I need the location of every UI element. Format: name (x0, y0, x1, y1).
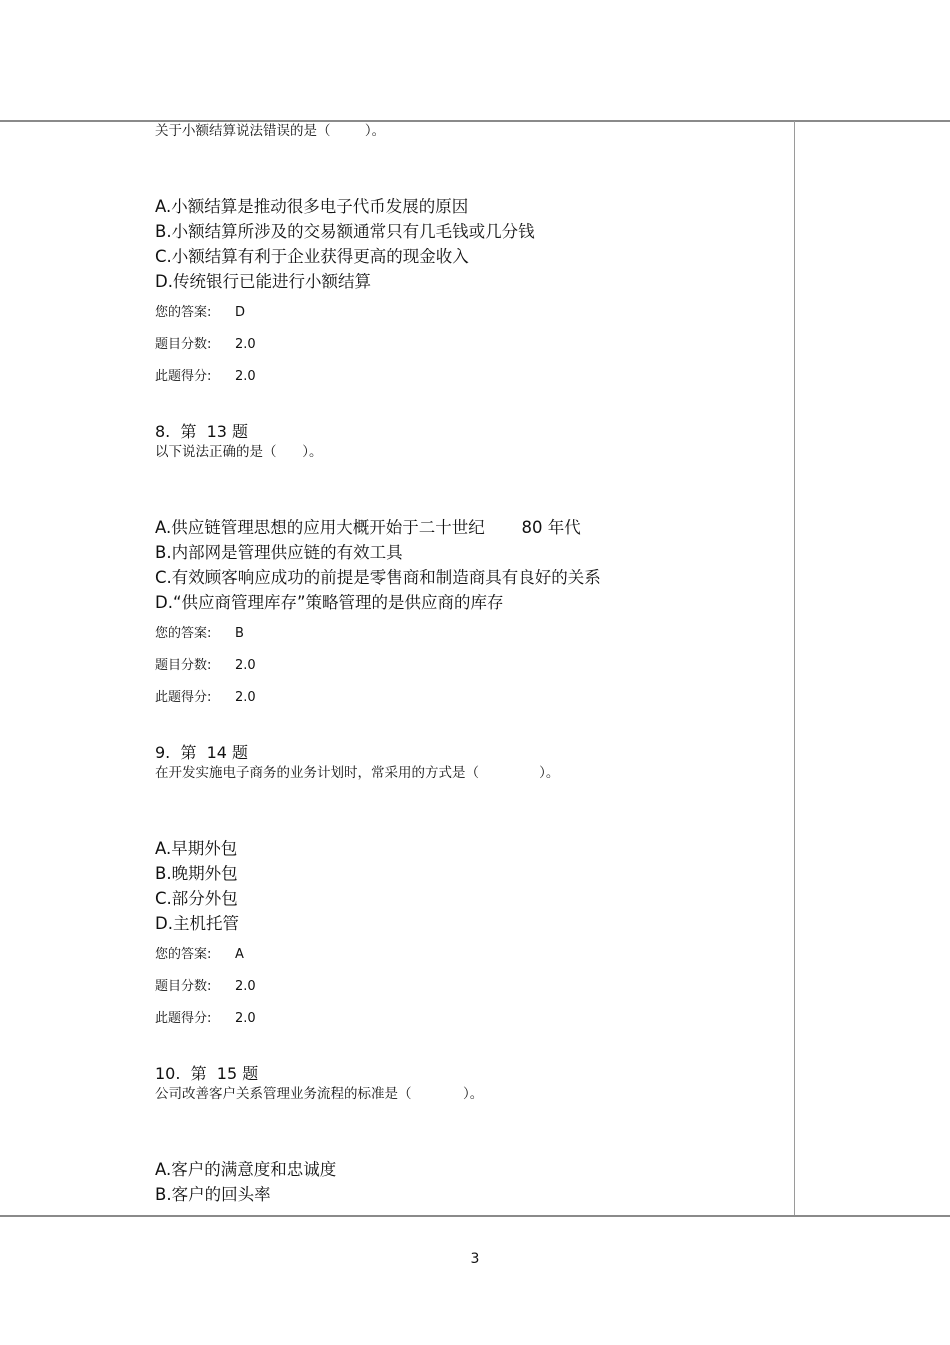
question-score-row (155, 689, 785, 706)
question-score-row (155, 1010, 785, 1027)
question-points-label: 题目分数: (155, 979, 212, 994)
option-d: D.传统银行已能进行小额结算 (155, 272, 371, 291)
option-c: C.有效顾客响应成功的前提是零售商和制造商具有良好的关系 (155, 568, 601, 587)
question-heading: 8. 第 13 题 (155, 422, 249, 441)
your-answer-row (155, 946, 785, 963)
question-points-value: 2.0 (235, 337, 256, 352)
option-b: B.小额结算所涉及的交易额通常只有几毛钱或几分钱 (155, 222, 535, 241)
your-answer-row (155, 304, 785, 321)
question-score-value: 2.0 (235, 690, 256, 705)
question-heading: 9. 第 14 题 (155, 743, 249, 762)
question-score-value: 2.0 (235, 1011, 256, 1026)
option-d: D.“供应商管理库存”策略管理的是供应商的库存 (155, 593, 504, 612)
your-answer-row (155, 625, 785, 642)
option-d: D.主机托管 (155, 914, 239, 933)
your-answer-label: 您的答案: (155, 305, 212, 320)
question-points-value: 2.0 (235, 979, 256, 994)
question-points-row (155, 978, 785, 995)
right-column-divider (794, 121, 795, 1216)
question-points-row (155, 657, 785, 674)
question-stem: 关于小额结算说法错误的是（ ）。 (155, 123, 386, 139)
option-a: A.早期外包 (155, 839, 238, 858)
question-stem: 在开发实施电子商务的业务计划时，常采用的方式是（ ）。 (155, 765, 560, 781)
question-score-value: 2.0 (235, 369, 256, 384)
option-b: B.晚期外包 (155, 864, 238, 883)
question-points-label: 题目分数: (155, 658, 212, 673)
option-a: A.供应链管理思想的应用大概开始于二十世纪 80 年代 (155, 518, 581, 537)
option-a: A.小额结算是推动很多电子代币发展的原因 (155, 197, 469, 216)
option-list (155, 836, 785, 936)
question-points-label: 题目分数: (155, 337, 212, 352)
option-list (155, 1157, 785, 1207)
question-heading: 10. 第 15 题 (155, 1064, 259, 1083)
question-score-label: 此题得分: (155, 1011, 212, 1026)
question-points-row (155, 336, 785, 353)
question-7 (155, 122, 785, 385)
question-score-label: 此题得分: (155, 369, 212, 384)
your-answer-value: A (235, 947, 244, 962)
your-answer-value: B (235, 626, 244, 641)
option-a: A.客户的满意度和忠诚度 (155, 1160, 337, 1179)
option-c: C.小额结算有利于企业获得更高的现金收入 (155, 247, 469, 266)
option-b: B.内部网是管理供应链的有效工具 (155, 543, 403, 562)
question-points-value: 2.0 (235, 658, 256, 673)
your-answer-label: 您的答案: (155, 626, 212, 641)
bottom-rule (0, 1215, 950, 1217)
option-list (155, 515, 785, 615)
question-10 (155, 1063, 785, 1207)
question-stem: 公司改善客户关系管理业务流程的标准是（ ）。 (155, 1086, 484, 1102)
option-list (155, 194, 785, 294)
option-b: B.客户的回头率 (155, 1185, 271, 1204)
question-list (155, 122, 785, 1207)
question-9 (155, 742, 785, 1027)
page-number: 3 (470, 1251, 480, 1267)
question-score-row (155, 368, 785, 385)
your-answer-value: D (235, 305, 246, 320)
option-c: C.部分外包 (155, 889, 238, 908)
question-8 (155, 421, 785, 706)
question-stem: 以下说法正确的是（ ）。 (155, 444, 323, 460)
question-score-label: 此题得分: (155, 690, 212, 705)
your-answer-label: 您的答案: (155, 947, 212, 962)
